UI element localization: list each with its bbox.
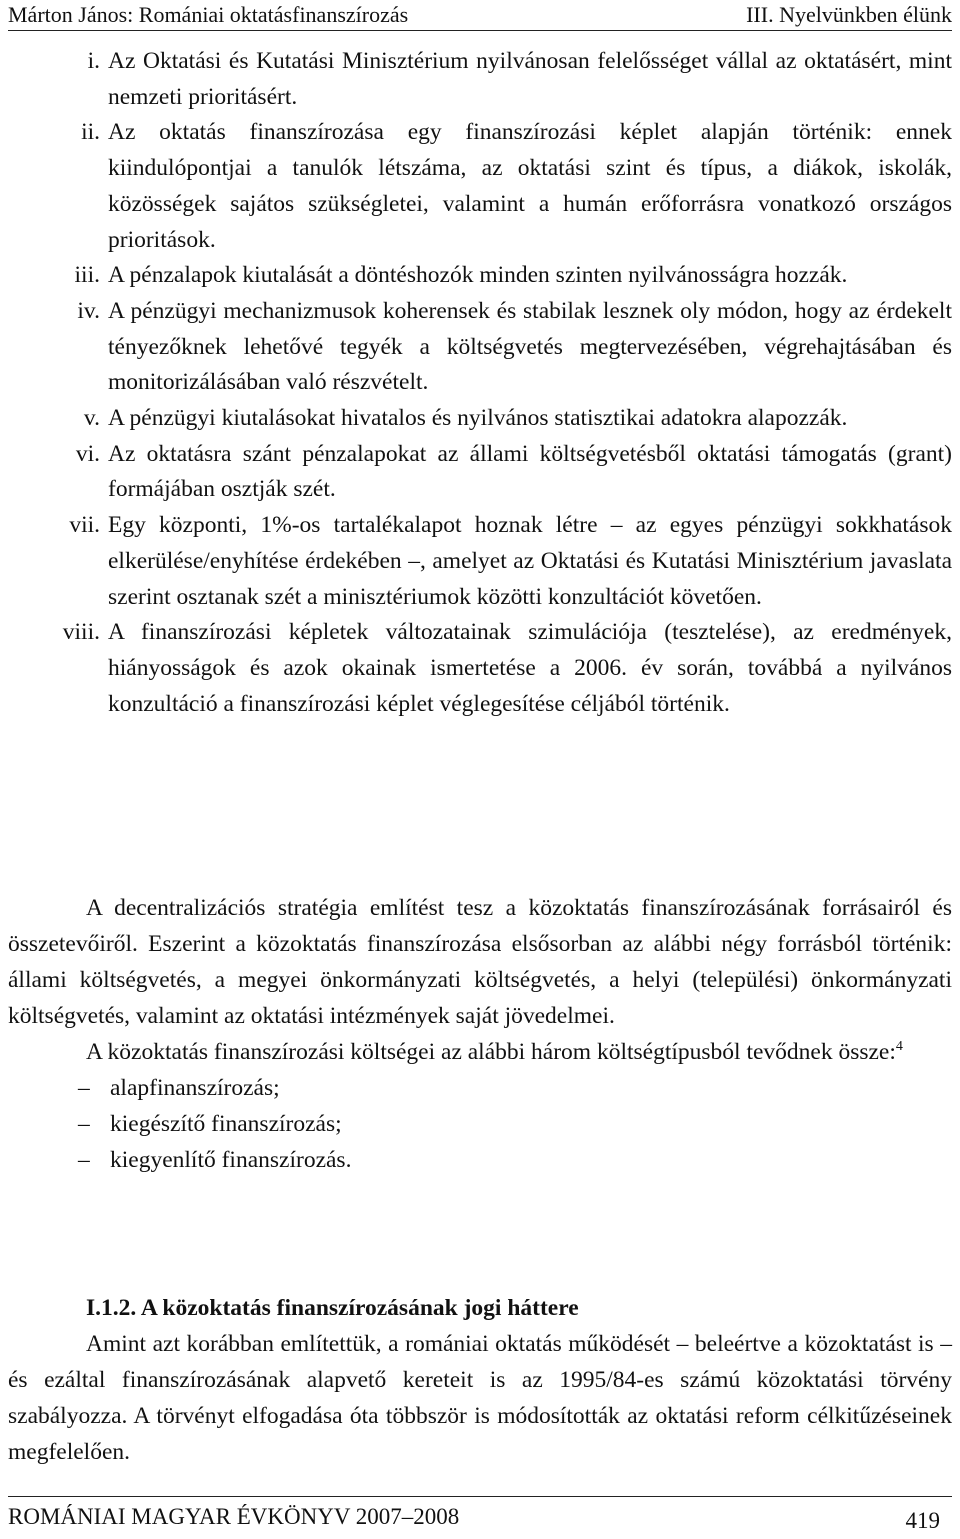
list-item: [8, 294, 952, 401]
list-item-number: vii.: [69, 512, 100, 539]
list-item-text: A finanszírozási képletek változatainak szimulációja (tesztelése), az eredmények, hiányosságok és azok okainak ismertetése a 2006. év során, továbbá a nyilvános konzultáció a finanszírozási képlet véglegesítése céljából történik.: [108, 619, 952, 717]
dash-list-item: [8, 1106, 952, 1142]
page-number: 419: [905, 1508, 940, 1533]
list-item-number: ii.: [81, 119, 100, 146]
list-item-text: Egy központi, 1%-os tartalékalapot hoznak létre – az egyes pénzügyi sokkhatások elkerülése/enyhítése érdekében –, amelyet az Oktatási és Kutatási Minisztérium javaslata szerint osztanak szét a minisztériumok közötti konzultációt követően.: [108, 512, 952, 610]
dash-item-text: kiegészítő finanszírozás;: [110, 1111, 342, 1137]
dash-list-item: [8, 1070, 952, 1106]
list-item-text: A pénzalapok kiutalását a döntéshozók minden szinten nyilvánosságra hozzák.: [108, 262, 848, 289]
list-item-text: A pénzügyi mechanizmusok koherensek és stabilak lesznek oly módon, hogy az érdekelt tényezőknek lehetővé tegyék a költségvetés megtervezésében, végrehajtásában és monitorizálásában való részvételt.: [108, 297, 952, 396]
footer-publication: ROMÁNIAI MAGYAR ÉVKÖNYV 2007–2008: [8, 1504, 460, 1529]
dash-list-item: [8, 1142, 952, 1178]
list-item-number: iv.: [77, 297, 100, 324]
body-text-block: [8, 1326, 952, 1470]
list-item: [8, 115, 952, 258]
running-footer: [8, 1496, 952, 1533]
list-item: [8, 437, 952, 508]
numbered-list: [8, 44, 952, 722]
body-text-block: [8, 890, 952, 1178]
list-item-number: i.: [87, 48, 100, 74]
footnote-marker: 4: [895, 1039, 903, 1055]
list-item-text: A pénzügyi kiutalásokat hivatalos és nyilvános statisztikai adatokra alapozzák.: [108, 405, 848, 432]
list-item: [8, 258, 952, 294]
body-paragraph: Amint azt korábban említettük, a romániai oktatás működését – beleértve a közoktatást is – és ezáltal finanszírozásának alapvető kereteit is az 1995/84-es számú közoktatási törvény szabályozza. A törvényt elfogadása óta többször is módosították az oktatási reform célkitűzéseinek megfelelően.: [8, 1331, 952, 1465]
list-item-number: iii.: [74, 262, 100, 289]
dash-item-text: alapfinanszírozás;: [110, 1075, 280, 1101]
list-item-number: v.: [83, 405, 100, 432]
dash-mark: –: [78, 1111, 90, 1137]
dash-mark: –: [78, 1147, 90, 1173]
list-item: [8, 44, 952, 115]
paragraph-text: A közoktatás finanszírozási költségei az alábbi három költségtípusból tevődnek össze:: [86, 1039, 896, 1065]
dash-item-text: kiegyenlítő finanszírozás.: [110, 1147, 352, 1173]
body-paragraph: A decentralizációs stratégia említést tesz a közoktatás finanszírozásának forrásairól és összetevőiről. Eszerint a közoktatás finanszírozása elsősorban az alábbi négy forrásból történik: állami költségvetés, a megyei önkormányzati költségvetés, a helyi (települési) önkormányzati költségvetés, valamint az oktatási intézmények saját jövedelmei.: [8, 895, 952, 1029]
list-item-text: Az oktatásra szánt pénzalapokat az állami költségvetésből oktatási támogatás (grant) formájában osztják szét.: [108, 440, 952, 503]
list-item-number: viii.: [62, 619, 100, 646]
list-item-number: vi.: [75, 440, 100, 467]
header-chapter: III. Nyelvünkben élünk: [746, 2, 952, 27]
list-item: [8, 508, 952, 615]
section-heading: I.1.2. A közoktatás finanszírozásának jogi háttere: [86, 1295, 579, 1321]
dash-mark: –: [78, 1075, 90, 1101]
running-header: [8, 0, 952, 31]
list-item: [8, 615, 952, 722]
list-item: [8, 401, 952, 437]
header-author-title: Márton János: Romániai oktatásfinanszírozás: [8, 2, 409, 27]
body-paragraph: [8, 1034, 952, 1070]
list-item-text: Az Oktatási és Kutatási Minisztérium nyilvánosan felelősséget vállal az oktatásért, mint nemzeti prioritásért.: [108, 48, 952, 110]
list-item-text: Az oktatás finanszírozása egy finanszírozási képlet alapján történik: ennek kiindulópontjai a tanulók létszáma, az oktatási szint és típus, a diákok, iskolák, közösségek sajátos szükségletei, valamint a humán erőforrásra vonatkozó országos prioritások.: [108, 119, 952, 253]
